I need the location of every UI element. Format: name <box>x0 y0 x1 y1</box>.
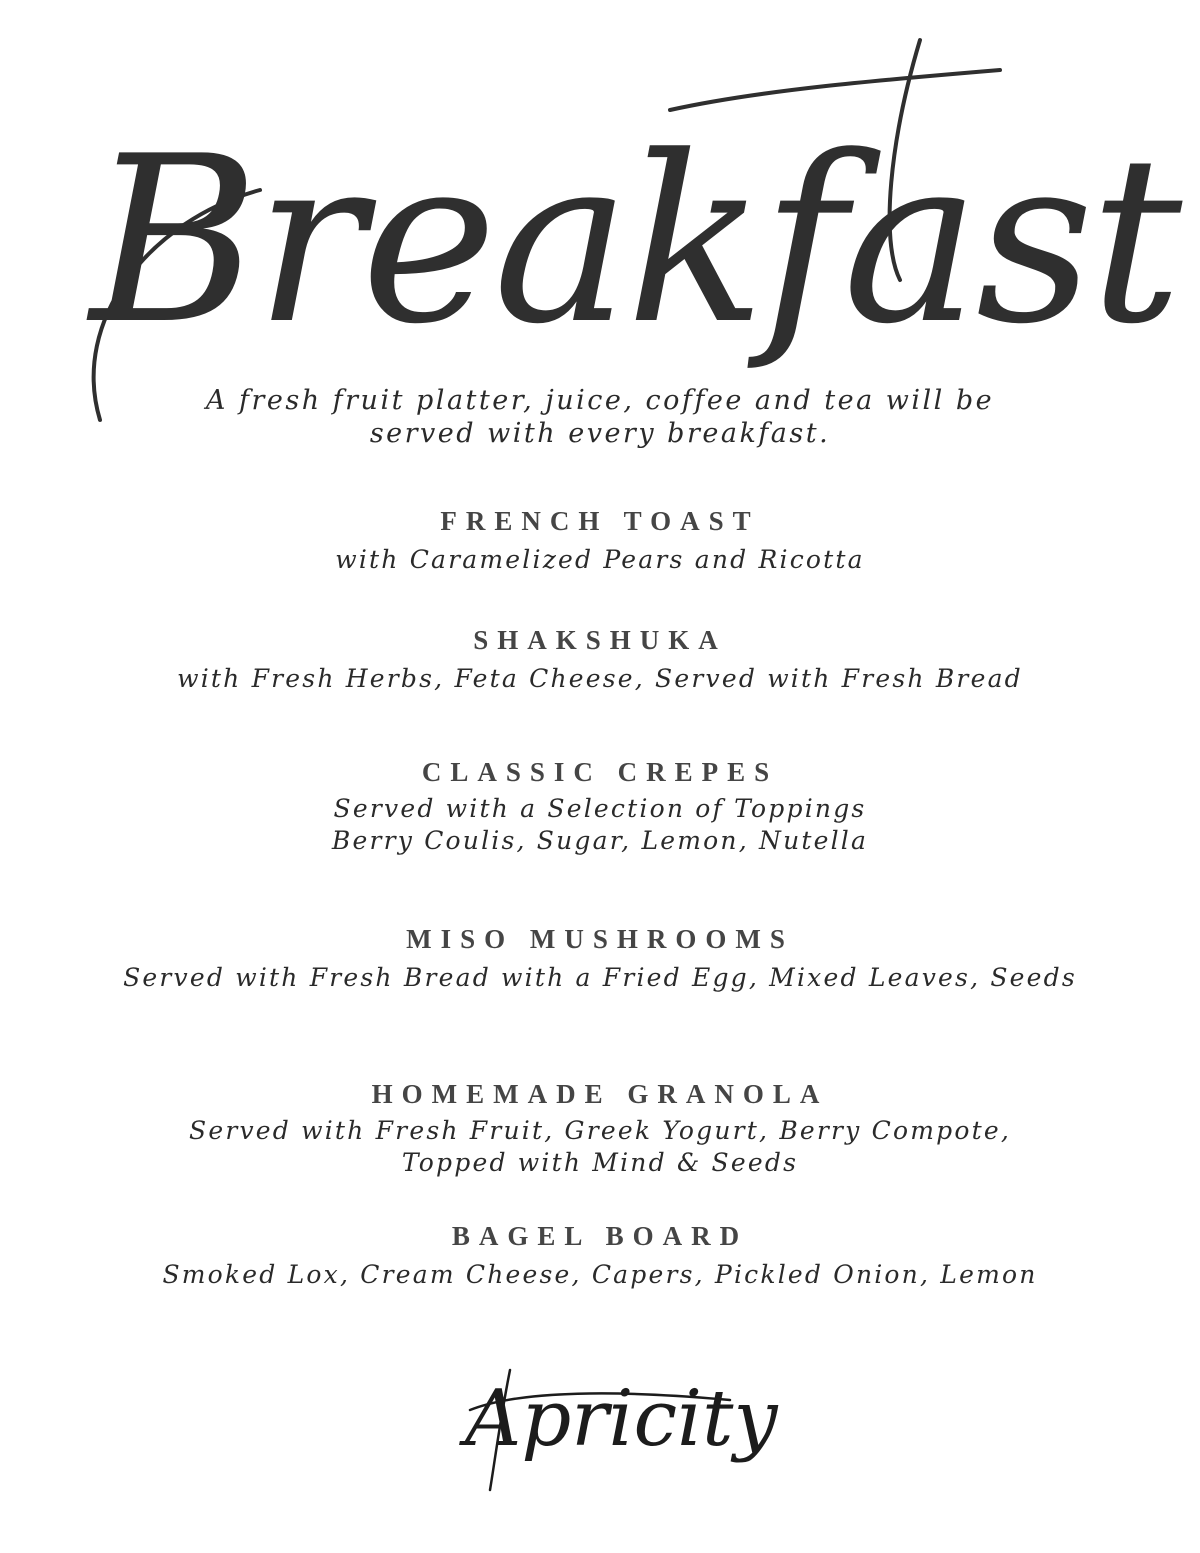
menu-item-classic-crepes <box>0 755 1200 857</box>
menu-item-shakshuka <box>0 623 1200 695</box>
menu-item-desc: Smoked Lox, Cream Cheese, Capers, Pickled Onion, Lemon <box>162 1260 1038 1289</box>
menu-item-name: HOMEMADE GRANOLA <box>371 1079 829 1109</box>
menu-item-homemade-granola <box>0 1077 1200 1179</box>
signature-text: Apricity <box>465 1374 778 1464</box>
menu-title-text: Breakfast <box>90 108 1179 375</box>
intro-line-2: served with every breakfast. <box>369 418 831 449</box>
menu-item-desc: Topped with Mind & Seeds <box>401 1148 799 1177</box>
menu-item-desc: Served with Fresh Fruit, Greek Yogurt, Berry Compote, <box>189 1116 1011 1145</box>
menu-item-name: FRENCH TOAST <box>440 506 760 536</box>
menu-item-bagel-board <box>0 1219 1200 1291</box>
menu-item-desc: Served with Fresh Bread with a Fried Egg, Mixed Leaves, Seeds <box>123 963 1077 992</box>
intro-line-1: A fresh fruit platter, juice, coffee and tea will be <box>205 385 995 416</box>
signature-logo <box>440 1350 778 1500</box>
menu-item-name: SHAKSHUKA <box>473 625 727 655</box>
menu-item-name: BAGEL BOARD <box>451 1221 749 1251</box>
menu-item-name: MISO MUSHROOMS <box>406 924 794 954</box>
signature-script <box>440 1350 778 1500</box>
menu-item-desc: Berry Coulis, Sugar, Lemon, Nutella <box>331 826 869 855</box>
menu-item-desc: Served with a Selection of Toppings <box>333 794 867 823</box>
menu-item-desc: with Caramelized Pears and Ricotta <box>335 545 865 574</box>
menu-item-french-toast <box>0 504 1200 576</box>
intro-note <box>200 384 1000 450</box>
menu-item-desc: with Fresh Herbs, Feta Cheese, Served with Fresh Bread <box>177 664 1023 693</box>
menu-item-name: CLASSIC CREPES <box>421 757 779 787</box>
menu-item-miso-mushrooms <box>0 922 1200 994</box>
